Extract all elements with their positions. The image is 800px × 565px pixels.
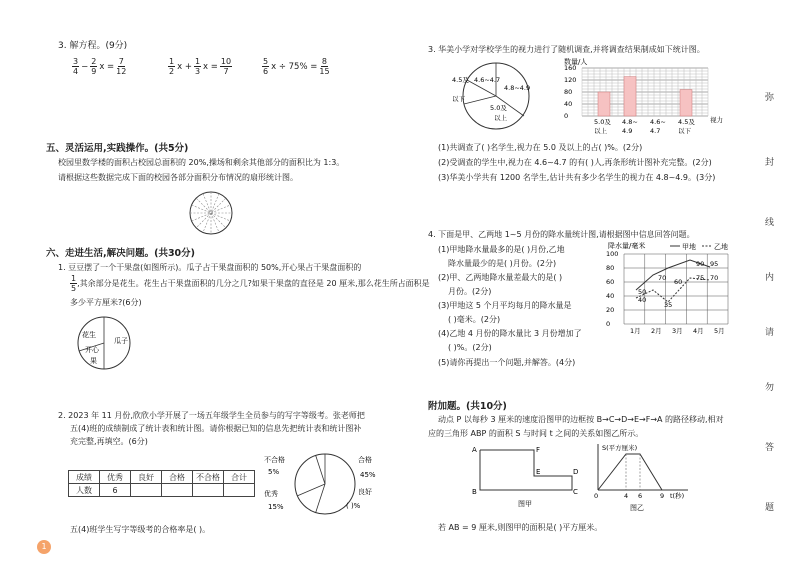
section-5-title: 五、灵活运用,实践操作。(共5分): [46, 143, 189, 154]
svg-text:C: C: [573, 488, 578, 496]
rainfall-line-chart: [600, 240, 750, 336]
q4-sub4a: (4)乙地 4 月份的降水量比 3 月份增加了: [438, 329, 582, 338]
vision-pie-chart: [446, 60, 556, 132]
bonus-title: 附加题。(共10分): [428, 401, 507, 412]
bar-y-tick: 0: [564, 112, 569, 120]
svg-text:35: 35: [664, 301, 673, 309]
bar-x-label: 以下: [678, 127, 691, 135]
svg-text:70: 70: [710, 274, 719, 282]
svg-text:F: F: [536, 446, 541, 454]
line-x-label: 5月: [714, 327, 725, 335]
svg-text:5%: 5%: [268, 468, 280, 476]
grades-pie-chart: [262, 452, 392, 516]
svg-text:图乙: 图乙: [630, 504, 644, 512]
blank-pie-chart: [188, 190, 234, 236]
grades-table: [68, 470, 255, 497]
svg-text:优秀: 优秀: [264, 490, 278, 498]
svg-text:4.6~4.7: 4.6~4.7: [474, 76, 501, 84]
section-5-text-2: 请根据这些数据完成下面的校园各部分面积分布情况的扇形统计图。: [58, 173, 298, 182]
bonus-text-1: 动点 P 以每秒 3 厘米的速度沿图甲的边框按 B→C→D→E→F→A 的路径移动,相对: [438, 415, 724, 424]
bar-x-label: 以上: [594, 127, 607, 135]
equation-3: $\frac{5}{6}$ x ÷ 75% = $\frac{8}{15}$: [263, 57, 330, 76]
right-q3-sub1: (1)共调查了( )名学生,视力在 5.0 及以上的占( )%。(2分): [438, 143, 643, 152]
section-5-text-1: 校园里数学楼的面积占校园总面积的 20%,操场和剩余其他部分的面积比为 1:3。: [58, 158, 345, 167]
seal-char: 线: [765, 218, 775, 228]
right-q4-text: 4. 下面是甲、乙两地 1~5 月份的降水量统计图,请根据图中信息回答问题。: [428, 230, 695, 239]
line-x-label: 3月: [672, 327, 683, 335]
q4-sub5: (5)请你再提出一个问题,并解答。(4分): [438, 358, 576, 367]
q2-text-3: 充完整,再填空。(6分): [70, 437, 148, 446]
right-q3-sub2: (2)受调查的学生中,视力在 4.6~4.7 的有( )人,再条形统计图补充完整。(2分): [438, 158, 712, 167]
figure-a: [468, 442, 578, 510]
q3-title: 3. 解方程。(9分): [58, 41, 128, 51]
seal-char: 勿: [765, 383, 775, 393]
q4-sub1b: 降水量最少的是( )月份。(2分): [448, 259, 557, 268]
svg-text:D: D: [573, 468, 578, 476]
bar-x-label: 4.5及: [678, 118, 695, 126]
svg-text:数量/人: 数量/人: [564, 58, 588, 66]
pistachio-label: 开心: [85, 346, 99, 354]
right-q3-text: 3. 华美小学对学校学生的视力进行了随机调查,并将调查结果制成如下统计图。: [428, 45, 705, 54]
svg-text:75: 75: [696, 274, 705, 282]
bonus-fill: 若 AB = 9 厘米,则图甲的面积是( )平方厘米。: [438, 523, 603, 532]
q2-text-2: 五(4)班的成绩制成了统计表和统计图。请你根据已知的信息先把统计表和统计图补: [70, 424, 362, 433]
svg-text:( )%: ( )%: [346, 502, 361, 510]
figure-b: [588, 440, 698, 514]
q2-fill: 五(4)班学生写字等级考的合格率是( )。: [70, 525, 211, 534]
q4-sub3a: (3)甲地这 5 个月平均每月的降水量是: [438, 301, 572, 310]
seal-char: 请: [765, 328, 775, 338]
svg-text:70: 70: [658, 274, 667, 282]
page-number: 1: [37, 540, 51, 554]
q4-sub1a: (1)甲地降水量最多的是( )月份,乙地: [438, 245, 565, 254]
bar-x-label: 4.9: [622, 127, 633, 135]
svg-text:以下: 以下: [452, 95, 465, 103]
svg-text:95: 95: [710, 260, 719, 268]
bar: [598, 92, 610, 116]
seal-char: 内: [765, 273, 775, 283]
right-q3-sub3: (3)华美小学共有 1200 名学生,估计共有多少名学生的视力在 4.8~4.9。(3分): [438, 173, 716, 182]
line-y-tick: 100: [606, 250, 619, 258]
line-x-label: 1月: [630, 327, 641, 335]
bar: [624, 77, 636, 116]
svg-text:B: B: [472, 488, 477, 496]
seal-char: 封: [765, 158, 775, 168]
table-row: 人数 6: [69, 484, 255, 497]
svg-text:以上: 以上: [494, 114, 507, 122]
q2-text-1: 2. 2023 年 11 月份,欣欣小学开展了一场五年级学生全员参与的写字等级考。张老师把: [58, 411, 365, 420]
line-x-label: 2月: [651, 327, 662, 335]
equation-1: $\frac{3}{4}$ − $\frac{2}{9}$ x = $\frac{7}{12}$: [73, 57, 127, 76]
section-6-title: 六、走进生活,解决问题。(共30分): [46, 248, 196, 259]
bar-y-tick: 160: [564, 64, 577, 72]
svg-text:9: 9: [660, 492, 665, 500]
svg-text:90: 90: [696, 260, 705, 268]
svg-text:4.8~4.9: 4.8~4.9: [504, 84, 531, 92]
svg-text:良好: 良好: [358, 488, 372, 496]
svg-text:4: 4: [624, 492, 629, 500]
svg-text:A: A: [472, 446, 477, 454]
svg-text:6: 6: [638, 492, 643, 500]
bar: [680, 90, 692, 116]
bar-x-label: 4.7: [650, 127, 661, 135]
fruit-label: 果: [90, 357, 97, 365]
svg-text:不合格: 不合格: [264, 456, 285, 464]
svg-text:E: E: [536, 468, 541, 476]
bar-x-label: 4.6~: [650, 118, 666, 126]
svg-text:60: 60: [674, 278, 683, 286]
line-y-tick: 80: [606, 264, 615, 272]
line-y-tick: 0: [606, 320, 611, 328]
q4-sub2b: 月份。(2分): [448, 287, 492, 296]
line-x-label: 4月: [693, 327, 704, 335]
bar-y-tick: 120: [564, 76, 577, 84]
equation-2: $\frac{1}{2}$ x + $\frac{1}{3}$ x = $\frac{10}{7}$: [169, 57, 232, 76]
svg-text:5.0及: 5.0及: [490, 104, 507, 112]
svg-text:45%: 45%: [360, 471, 376, 479]
peanut-label: 花生: [82, 331, 96, 339]
seal-char: 答: [765, 443, 775, 453]
svg-text:0: 0: [594, 492, 599, 500]
vision-bar-chart: [560, 56, 750, 142]
bar-y-tick: 40: [564, 100, 573, 108]
q1-text-3: 多少平方厘米?(6分): [70, 298, 142, 307]
bar-x-label: 4.8~: [622, 118, 638, 126]
svg-text:合格: 合格: [358, 456, 372, 464]
seal-char: 弥: [765, 93, 775, 103]
bonus-text-2: 应的三角形 ABP 的面积 S 与时间 t 之间的关系如图乙所示。: [428, 429, 644, 438]
svg-text:降水量/毫米: 降水量/毫米: [608, 242, 646, 250]
line-y-tick: 20: [606, 306, 615, 314]
line-y-tick: 60: [606, 278, 615, 286]
svg-text:50: 50: [638, 288, 647, 296]
q4-sub3b: ( )毫米。(2分): [448, 315, 501, 324]
seeds-label: 瓜子: [114, 337, 128, 345]
q1-text-2: $\frac{1}{5}$ ,其余部分是花生。花生占干果盘面积的几分之几?如果干果盘的直径是 20 厘米,那么花生所占面积是: [71, 274, 430, 293]
seal-char: 题: [765, 503, 775, 513]
fruit-plate-pie: [70, 315, 140, 371]
svg-text:40: 40: [638, 296, 647, 304]
svg-text:乙地: 乙地: [714, 243, 728, 251]
table-header-row: 成绩 优秀 良好 合格 不合格 合计: [69, 471, 255, 484]
svg-text:S(平方厘米): S(平方厘米): [602, 444, 638, 452]
svg-text:15%: 15%: [268, 503, 284, 511]
svg-text:t(秒): t(秒): [670, 492, 685, 500]
q4-sub4b: ( )%。(2分): [448, 343, 492, 352]
svg-text:甲地: 甲地: [682, 243, 696, 251]
line-y-tick: 40: [606, 292, 615, 300]
bar-y-tick: 80: [564, 88, 573, 96]
bar-x-label: 5.0及: [594, 118, 611, 126]
svg-text:图甲: 图甲: [518, 500, 532, 508]
q1-text-1: 1. 豆豆摆了一个干果盘(如图所示)。瓜子占干果盘面积的 50%,开心果占干果盘面积的: [58, 263, 362, 272]
q4-sub2a: (2)甲、乙两地降水量差最大的是( ): [438, 273, 563, 282]
svg-text:4.5及: 4.5及: [452, 76, 469, 84]
svg-text:视力: 视力: [710, 116, 723, 124]
